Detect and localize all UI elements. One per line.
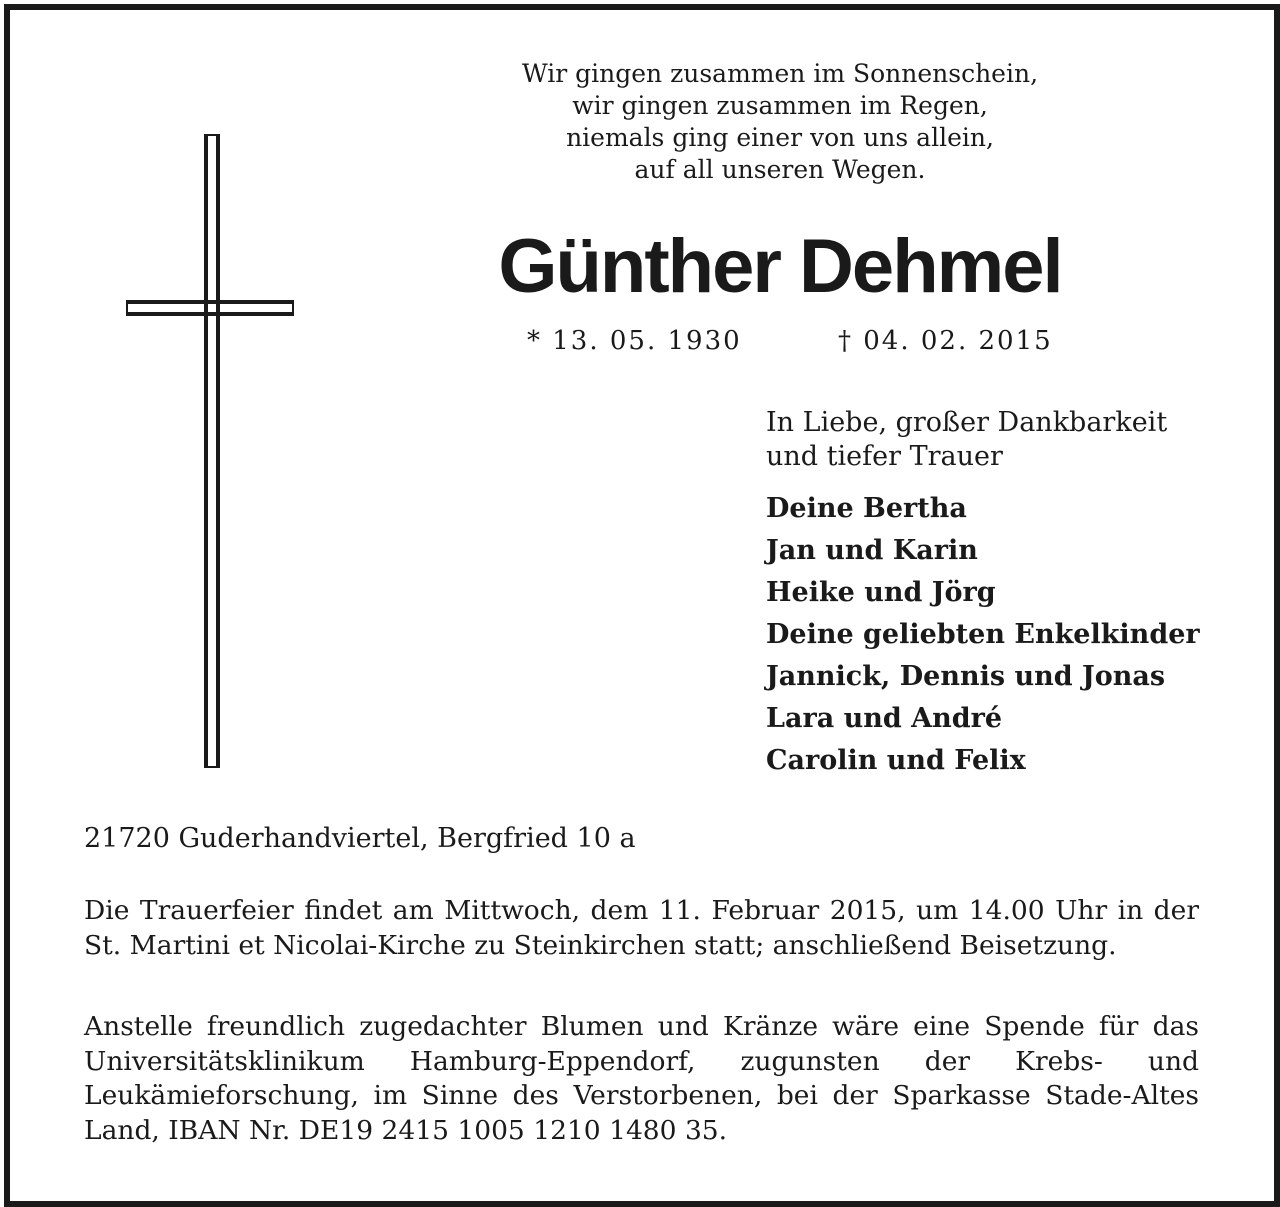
address: 21720 Guderhandviertel, Bergfried 10 a <box>84 823 636 854</box>
poem-line: auf all unseren Wegen. <box>634 155 926 184</box>
birth-date: * 13. 05. 1930 <box>527 326 742 356</box>
donation-paragraph: Anstelle freundlich zugedachter Blumen und Kränze wäre eine Spende für das Universitätsklinikum Hamburg-Eppendorf, zugunsten der Krebs- und Leukämieforschung, im Sinne des Verstorbenen, bei der Sparkasse Stade-Altes Land, IBAN Nr. DE19 2415 1005 1210 1480 35. <box>84 1011 1199 1146</box>
poem <box>420 58 1140 186</box>
dedication-line: In Liebe, großer Dankbarkeit <box>766 407 1168 438</box>
mourner-entry: Jan und Karin <box>766 535 978 566</box>
mourner-entry: Heike und Jörg <box>766 577 996 608</box>
cross-icon <box>120 126 300 776</box>
mourners-list <box>766 488 1200 782</box>
mourner-entry: Jannick, Dennis und Jonas <box>766 661 1166 692</box>
funeral-service-paragraph: Die Trauerfeier findet am Mittwoch, dem 11. Februar 2015, um 14.00 Uhr in der St. Martini et Nicolai-Kirche zu Steinkirchen statt; anschließend Beisetzung. <box>84 895 1199 961</box>
death-date: † 04. 02. 2015 <box>838 326 1053 356</box>
deceased-name: Günther Dehmel <box>498 224 1062 309</box>
mourner-entry: Deine Bertha <box>766 493 967 524</box>
poem-line: Wir gingen zusammen im Sonnenschein, <box>521 59 1039 88</box>
poem-line: niemals ging einer von uns allein, <box>566 123 994 152</box>
mourner-entry: Deine geliebten Enkelkinder <box>766 619 1200 650</box>
dedication-line: und tiefer Trauer <box>766 441 1003 472</box>
mourner-entry: Carolin und Felix <box>766 745 1026 776</box>
dedication <box>766 406 1167 474</box>
poem-line: wir gingen zusammen im Regen, <box>572 91 988 120</box>
mourner-entry: Lara und André <box>766 703 1002 734</box>
